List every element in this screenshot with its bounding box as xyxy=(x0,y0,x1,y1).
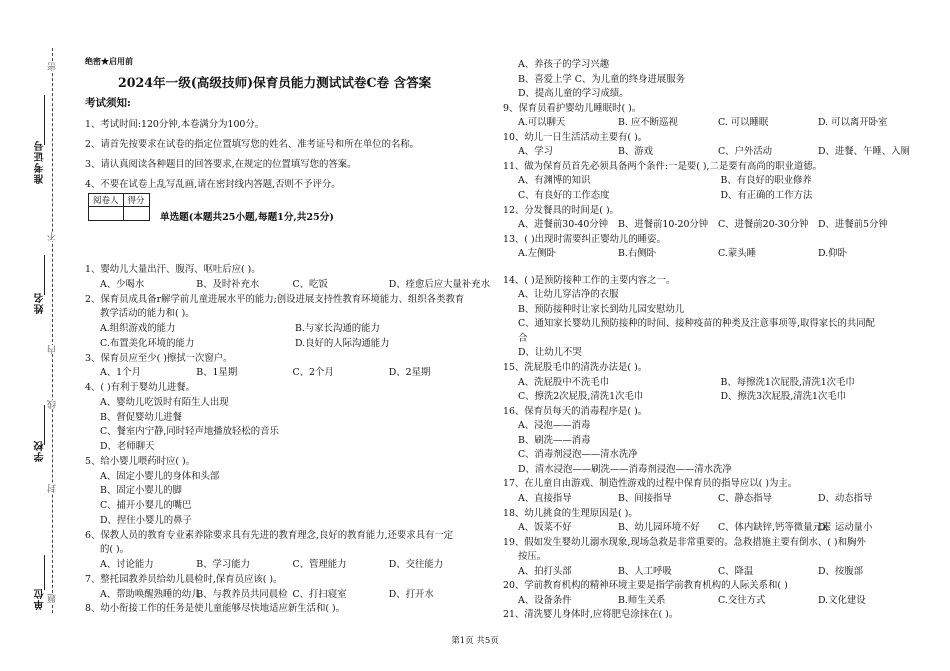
answer-option: B. 应不断巡视 xyxy=(618,117,678,129)
question-text: 13、( )出现时需要纠正婴幼儿的睡姿。 xyxy=(503,233,666,245)
answer-option: B、进餐前10-20分钟 xyxy=(618,219,709,231)
answer-option: A、浸泡——消毒 xyxy=(518,420,591,432)
score-table xyxy=(88,193,150,221)
seal-char: 内 xyxy=(48,345,58,354)
unit-label: 单位 xyxy=(35,588,46,610)
answer-option: D、打开水 xyxy=(388,588,434,600)
page-footer: 第1页 共5页 xyxy=(451,636,499,646)
binding-margin xyxy=(0,0,75,671)
answer-option: D.仰卧 xyxy=(818,248,847,260)
answer-option: D、擦洗3次屁股,清洗1次毛巾 xyxy=(720,391,847,403)
answer-option: B.与家长沟通的能力 xyxy=(295,323,380,334)
seal-char: 线 xyxy=(48,400,58,409)
answer-option: A、固定小婴儿的身体和头部 xyxy=(100,470,220,482)
answer-option: B、督促婴幼儿进餐 xyxy=(100,411,182,423)
answer-option: A、讨论能力 xyxy=(100,559,154,570)
answer-option: B、幼儿园环境不好 xyxy=(618,522,700,534)
question-text: 1、婴幼儿大量出汗、腹泻、呕吐后应( )。 xyxy=(85,264,261,275)
answer-option: D、提高儿童的学习成绩。 xyxy=(518,88,629,100)
seal-char: 不 xyxy=(48,232,58,241)
question-text: 9、保育员看护婴幼儿睡眠时( )。 xyxy=(503,102,642,114)
answer-option: D. 可以离开卧室 xyxy=(818,117,888,129)
answer-option: B.师生关系 xyxy=(618,594,666,606)
answer-option: A、养孩子的学习兴趣 xyxy=(518,59,610,70)
answer-option: B、有良好的职业修养 xyxy=(720,175,812,187)
answer-option: B、人工呼吸 xyxy=(618,565,672,577)
grader-header: 阅卷人 xyxy=(89,194,124,207)
seal-char: 题 xyxy=(48,594,58,603)
question-text: 20、学前教育机构的精神环境主要是指学前教育机构的人际关系和( ) xyxy=(503,580,788,592)
answer-option: C、户外活动 xyxy=(718,146,773,158)
score-header: 得分 xyxy=(123,194,149,207)
answer-option: C、2个月 xyxy=(292,367,334,379)
seal-char: 封 xyxy=(48,484,58,493)
score-cell xyxy=(123,207,149,221)
answer-option: B、及时补充水 xyxy=(196,278,260,290)
answer-option: A、少喝水 xyxy=(100,278,145,290)
answer-option: C、进餐前20-30分钟 xyxy=(718,219,809,231)
question-text: 10、幼儿一日生活活动主要有( )。 xyxy=(503,131,648,143)
answer-option: C.交往方式 xyxy=(718,594,766,606)
answer-option: A、1个月 xyxy=(100,367,141,379)
question-text: 14、( )是预防接种工作的主要内容之一。 xyxy=(503,274,676,286)
school-label: 学校 xyxy=(35,440,46,462)
question-text: 15、洗屁股毛巾的清洗办法是( )。 xyxy=(503,362,648,373)
answer-option: D、捏住小婴儿的鼻子 xyxy=(100,514,192,526)
answer-option: A、洗屁股中不洗毛巾 xyxy=(518,376,610,388)
answer-option: C、餐室内宁静,同时轻声地播放轻松的音乐 xyxy=(100,426,279,438)
answer-option: D、老师聊天 xyxy=(100,441,155,452)
answer-option: A、有渊博的知识 xyxy=(518,175,591,187)
answer-option: B、游戏 xyxy=(618,146,654,158)
answer-option: A、进餐前30-40分钟 xyxy=(518,219,609,231)
answer-option: D、进餐前5分钟 xyxy=(818,219,888,231)
answer-option: B、学习能力 xyxy=(196,559,251,570)
exam-title: 2024年一级(高级技师)保育员能力测试试卷C卷 含答案 xyxy=(118,75,432,90)
answer-option: B、固定小婴儿的脚 xyxy=(100,485,182,497)
answer-option: 合 xyxy=(518,332,528,344)
notice-item: 2、请首先按要求在试卷的指定位置填写您的姓名、准考证号和所在单位的名称。 xyxy=(85,139,420,150)
answer-option: D、让幼儿不哭 xyxy=(518,347,582,359)
answer-option: B、1星期 xyxy=(196,367,238,379)
notice-heading: 考试须知: xyxy=(85,97,131,109)
answer-option: C、消毒剂浸泡——清水洗净 xyxy=(518,449,638,461)
answer-option: C. 可以睡眠 xyxy=(718,117,769,129)
question-text: 7、整托园教养员给幼儿晨检时,保育员应该( )。 xyxy=(85,573,283,585)
answer-option: D、有正确的工作方法 xyxy=(720,189,813,201)
answer-option: 按压。 xyxy=(518,551,547,563)
answer-option: A、婴幼儿吃饭时有陌生人出现 xyxy=(100,396,229,408)
answer-option: D、清水浸泡——刷洗——消毒剂浸泡——清水洗净 xyxy=(518,463,732,475)
seal-char: 密 xyxy=(48,62,58,71)
answer-option: B、刷洗——消毒 xyxy=(518,434,591,446)
question-text: 17、在儿童自由游戏、制造性游戏的过程中保育员的指导应以( )为主。 xyxy=(503,478,798,490)
answer-option: C、静态指导 xyxy=(718,492,773,504)
section-heading: 单选题(本题共25小题,每题1分,共25分) xyxy=(160,212,334,223)
question-text: 12、分发餐具的时间是( )。 xyxy=(503,204,619,216)
answer-option: C、擦洗2次屁股,清洗1次毛巾 xyxy=(518,391,644,403)
question-text: 16、保育员每天的消毒程序是( )。 xyxy=(503,405,648,417)
answer-option: C.布置美化环境的能力 xyxy=(100,337,195,349)
answer-option: C.蒙头睡 xyxy=(718,248,756,260)
question-text: 19、假如发生婴幼儿溺水现象,现场急救是非常重要的。急救措施主要有倒水、( )和胸外 xyxy=(503,536,866,548)
answer-option: A、学习 xyxy=(518,146,553,158)
question-text: 2、保育员成具备r解学前儿童进展水平的能力;创设进展支持性教育环境能力、组织各类教育 xyxy=(85,293,465,305)
answer-option: A、让幼儿穿洁净的衣服 xyxy=(518,289,619,301)
question-text: 5、给小婴儿喂药时应( )。 xyxy=(85,455,196,467)
answer-option: D、交往能力 xyxy=(388,559,444,570)
answer-option: A.可以聊天 xyxy=(518,117,566,129)
answer-option: C、有良好的工作态度 xyxy=(518,189,610,201)
answer-option: C、降温 xyxy=(718,565,754,577)
confidential-mark: 绝密★启用前 xyxy=(85,56,133,66)
exam-number-fill-line xyxy=(44,95,45,145)
answer-option: D.文化建设 xyxy=(818,594,866,606)
notice-item: 3、请认真阅读各种题目的回答要求,在规定的位置填写您的答案。 xyxy=(85,159,357,170)
answer-option: A、设备条件 xyxy=(518,594,572,606)
answer-option: B、间接指导 xyxy=(618,492,672,504)
answer-option: D、按腹部 xyxy=(818,565,864,577)
question-text: 21、清洗婴儿身体时,应将肥皂涂抹在( )。 xyxy=(503,609,679,621)
name-fill-line xyxy=(44,255,45,295)
answer-option: B、喜爱上学 C、为儿童的终身进展服务 xyxy=(518,73,686,85)
exam-number-label: 准考证号 xyxy=(35,140,46,184)
question-text: 8、幼小衔接工作的任务是使儿童能够尽快地适应新生活和( )。 xyxy=(85,603,346,615)
answer-option: B、与教养员共同晨检 xyxy=(196,588,288,600)
question-text: 3、保育员应至少( )擦拭一次窗户。 xyxy=(85,352,233,364)
answer-option: B、预防接种时让家长到幼儿园安慰幼儿 xyxy=(518,303,685,315)
notice-item: 1、考试时间:120分钟,本卷满分为100分。 xyxy=(85,119,265,130)
notice-item: 4、不要在试卷上乱写乱画,请在密封线内答题,否则不予评分。 xyxy=(85,179,341,190)
school-fill-line xyxy=(44,405,45,445)
answer-option: D、2星期 xyxy=(388,367,431,379)
answer-option: D、动态指导 xyxy=(818,492,873,504)
answer-option: C、通知家长婴幼儿预防接种的时间、接种疫苗的种类及注意事项等,取得家长的共同配 xyxy=(518,318,876,330)
answer-option: C、体内缺锌,钙等微量元素 xyxy=(718,522,832,534)
question-text: 4、( )有利于婴幼儿进餐。 xyxy=(85,382,196,393)
answer-option: D、痊愈后应大量补充水 xyxy=(388,278,491,290)
answer-option: B、每擦洗1次屁股,清洗1次毛巾 xyxy=(720,376,855,388)
grader-cell xyxy=(89,207,124,221)
answer-option: C、管理能力 xyxy=(292,559,347,570)
question-text: 11、做为保育员首先必须具备两个条件:一是要( ),二是要有高尚的职业道德。 xyxy=(503,160,822,172)
answer-option: B.右侧卧 xyxy=(618,248,656,260)
answer-option: A、帮助唤醒熟睡的幼儿 xyxy=(100,588,201,600)
answer-option: D、进餐、午睡、入厕 xyxy=(818,146,910,158)
answer-option: C、打扫寝室 xyxy=(292,588,347,600)
answer-option: 教学活动的能力和( )。 xyxy=(100,308,195,320)
answer-option: D、运动量小 xyxy=(818,522,873,534)
answer-option: A.组织游戏的能力 xyxy=(100,323,176,334)
name-label: 姓名 xyxy=(35,292,46,314)
unit-fill-line xyxy=(44,555,45,590)
answer-option: D.良好的人际沟通能力 xyxy=(295,337,390,349)
answer-option: A、饭菜不好 xyxy=(518,522,572,534)
answer-option: A.左侧卧 xyxy=(518,248,556,260)
answer-option: C、吃饭 xyxy=(292,278,328,290)
answer-option: C、捕开小婴儿的嘴巴 xyxy=(100,500,192,511)
question-text: 6、保教人员的教育专业素养除要求具有先进的教育理念,良好的教育能力,还要求具有一定 xyxy=(85,529,454,541)
seal-line xyxy=(52,48,53,613)
answer-option: A、直接指导 xyxy=(518,492,572,504)
answer-option: 的( )。 xyxy=(100,544,130,556)
question-text: 18、幼儿挑食的生理原因是( )。 xyxy=(503,507,638,519)
answer-option: A、拍打头部 xyxy=(518,565,572,577)
